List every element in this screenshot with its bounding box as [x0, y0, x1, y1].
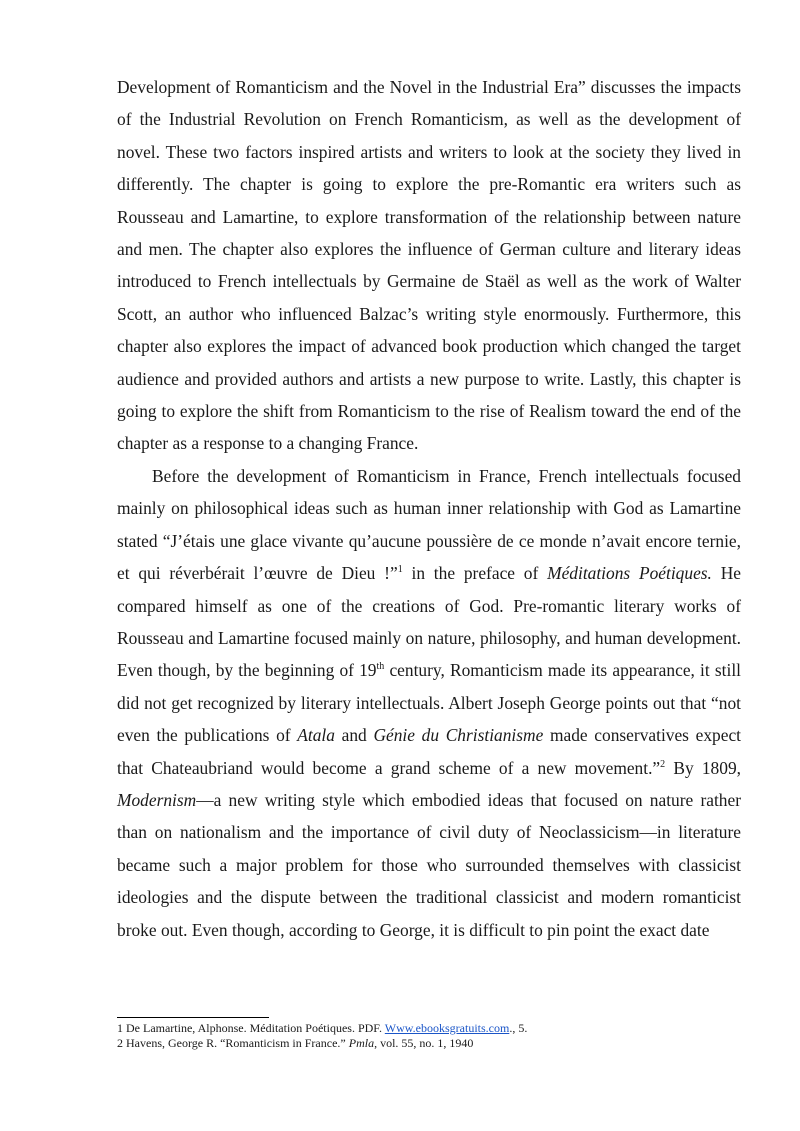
paragraph-2-text: made conservatives expect that Chateaubriand would become a grand scheme of a new movement.” — [117, 725, 742, 778]
paragraph-2-text: By 1809, — [665, 757, 741, 778]
paragraph-2-text: and — [334, 725, 374, 746]
footnote-ref-2: 2 — [660, 758, 666, 770]
paragraph-1: Development of Romanticism and the Novel in the Industrial Era” discusses the impacts of the Industrial Revolution on French Romanticism, as well as the development of novel. These two factors inspired artists and writers to look at the society they lived in differently. The chapter is going to explore the pre-Romantic era writers such as Rousseau and Lamartine, to explore transformation of the relationship between nature and men. The chapter also explores the influence of German culture and literary ideas introduced to French intellectuals by Germaine de Staël as well as the work of Walter Scott, an author who influenced Balzac’s writing style enormously. Furthermore, this chapter also explores the impact of advanced book production which changed the target audience and provided authors and artists a new purpose to write. Lastly, this chapter is going to explore the shift from Romanticism to the rise of Realism toward the end of the chapter as a response to a changing France. — [117, 77, 741, 454]
paragraph-2 — [117, 460, 741, 946]
footnote-1-link[interactable]: Www.ebooksgratuits.com — [384, 1021, 510, 1035]
paragraph-2-text: He compared himself as one of the creations of God. Pre-romantic literary works of Rousseau and Lamartine focused mainly on nature, philosophy, and human development. Even though, by the beginning of 19 — [117, 563, 741, 681]
footnote-2 — [117, 1036, 741, 1051]
footnote-2-text: 2 Havens, George R. “Romanticism in France.” — [117, 1036, 349, 1050]
footnote-1-tail: ., 5. — [509, 1021, 528, 1035]
book-title-meditations: Méditations Poétiques. — [547, 563, 712, 584]
term-modernism: Modernism — [117, 789, 197, 810]
body-text — [117, 71, 741, 946]
paragraph-2-text: Before the development of Romanticism in France, French intellectuals focused mainly on philosophical ideas such as human inner relationship with God as Lamartine stated “J’étais une glace vivante qu’aucune poussière de ce monde n’avait encore ternie, et qui réverbérait l’œuvre de Dieu !” — [117, 465, 741, 584]
footnotes — [117, 1021, 741, 1051]
paragraph-2-text: century, Romanticism made its appearance, it still did not get recognized by literary intellectuals. Albert Joseph George points out that “not even the publications of — [117, 660, 741, 746]
book-title-genie: Génie du Christianisme — [373, 725, 544, 746]
book-title-atala: Atala — [297, 725, 335, 746]
footnote-2-tail: , vol. 55, no. 1, 1940 — [374, 1036, 474, 1050]
footnote-separator — [117, 1017, 269, 1018]
footnote-1-text: 1 De Lamartine, Alphonse. Méditation Poétiques. PDF. — [117, 1021, 385, 1035]
footnote-2-journal: Pmla — [348, 1036, 375, 1050]
paragraph-2-text: in the preface of — [402, 563, 548, 584]
footnote-ref-1: 1 — [397, 564, 403, 576]
ordinal-suffix: th — [376, 661, 385, 673]
footnote-1 — [117, 1021, 741, 1036]
paragraph-2-text: —a new writing style which embodied ideas that focused on nature rather than on nationalism and the importance of civil duty of Neoclassicism—in literature became such a major problem for those who surrounded themselves with classicist ideologies and the dispute between the traditional classicist and modern romanticist broke out. Even though, according to George, it is difficult to pin point the exact date — [117, 789, 741, 940]
